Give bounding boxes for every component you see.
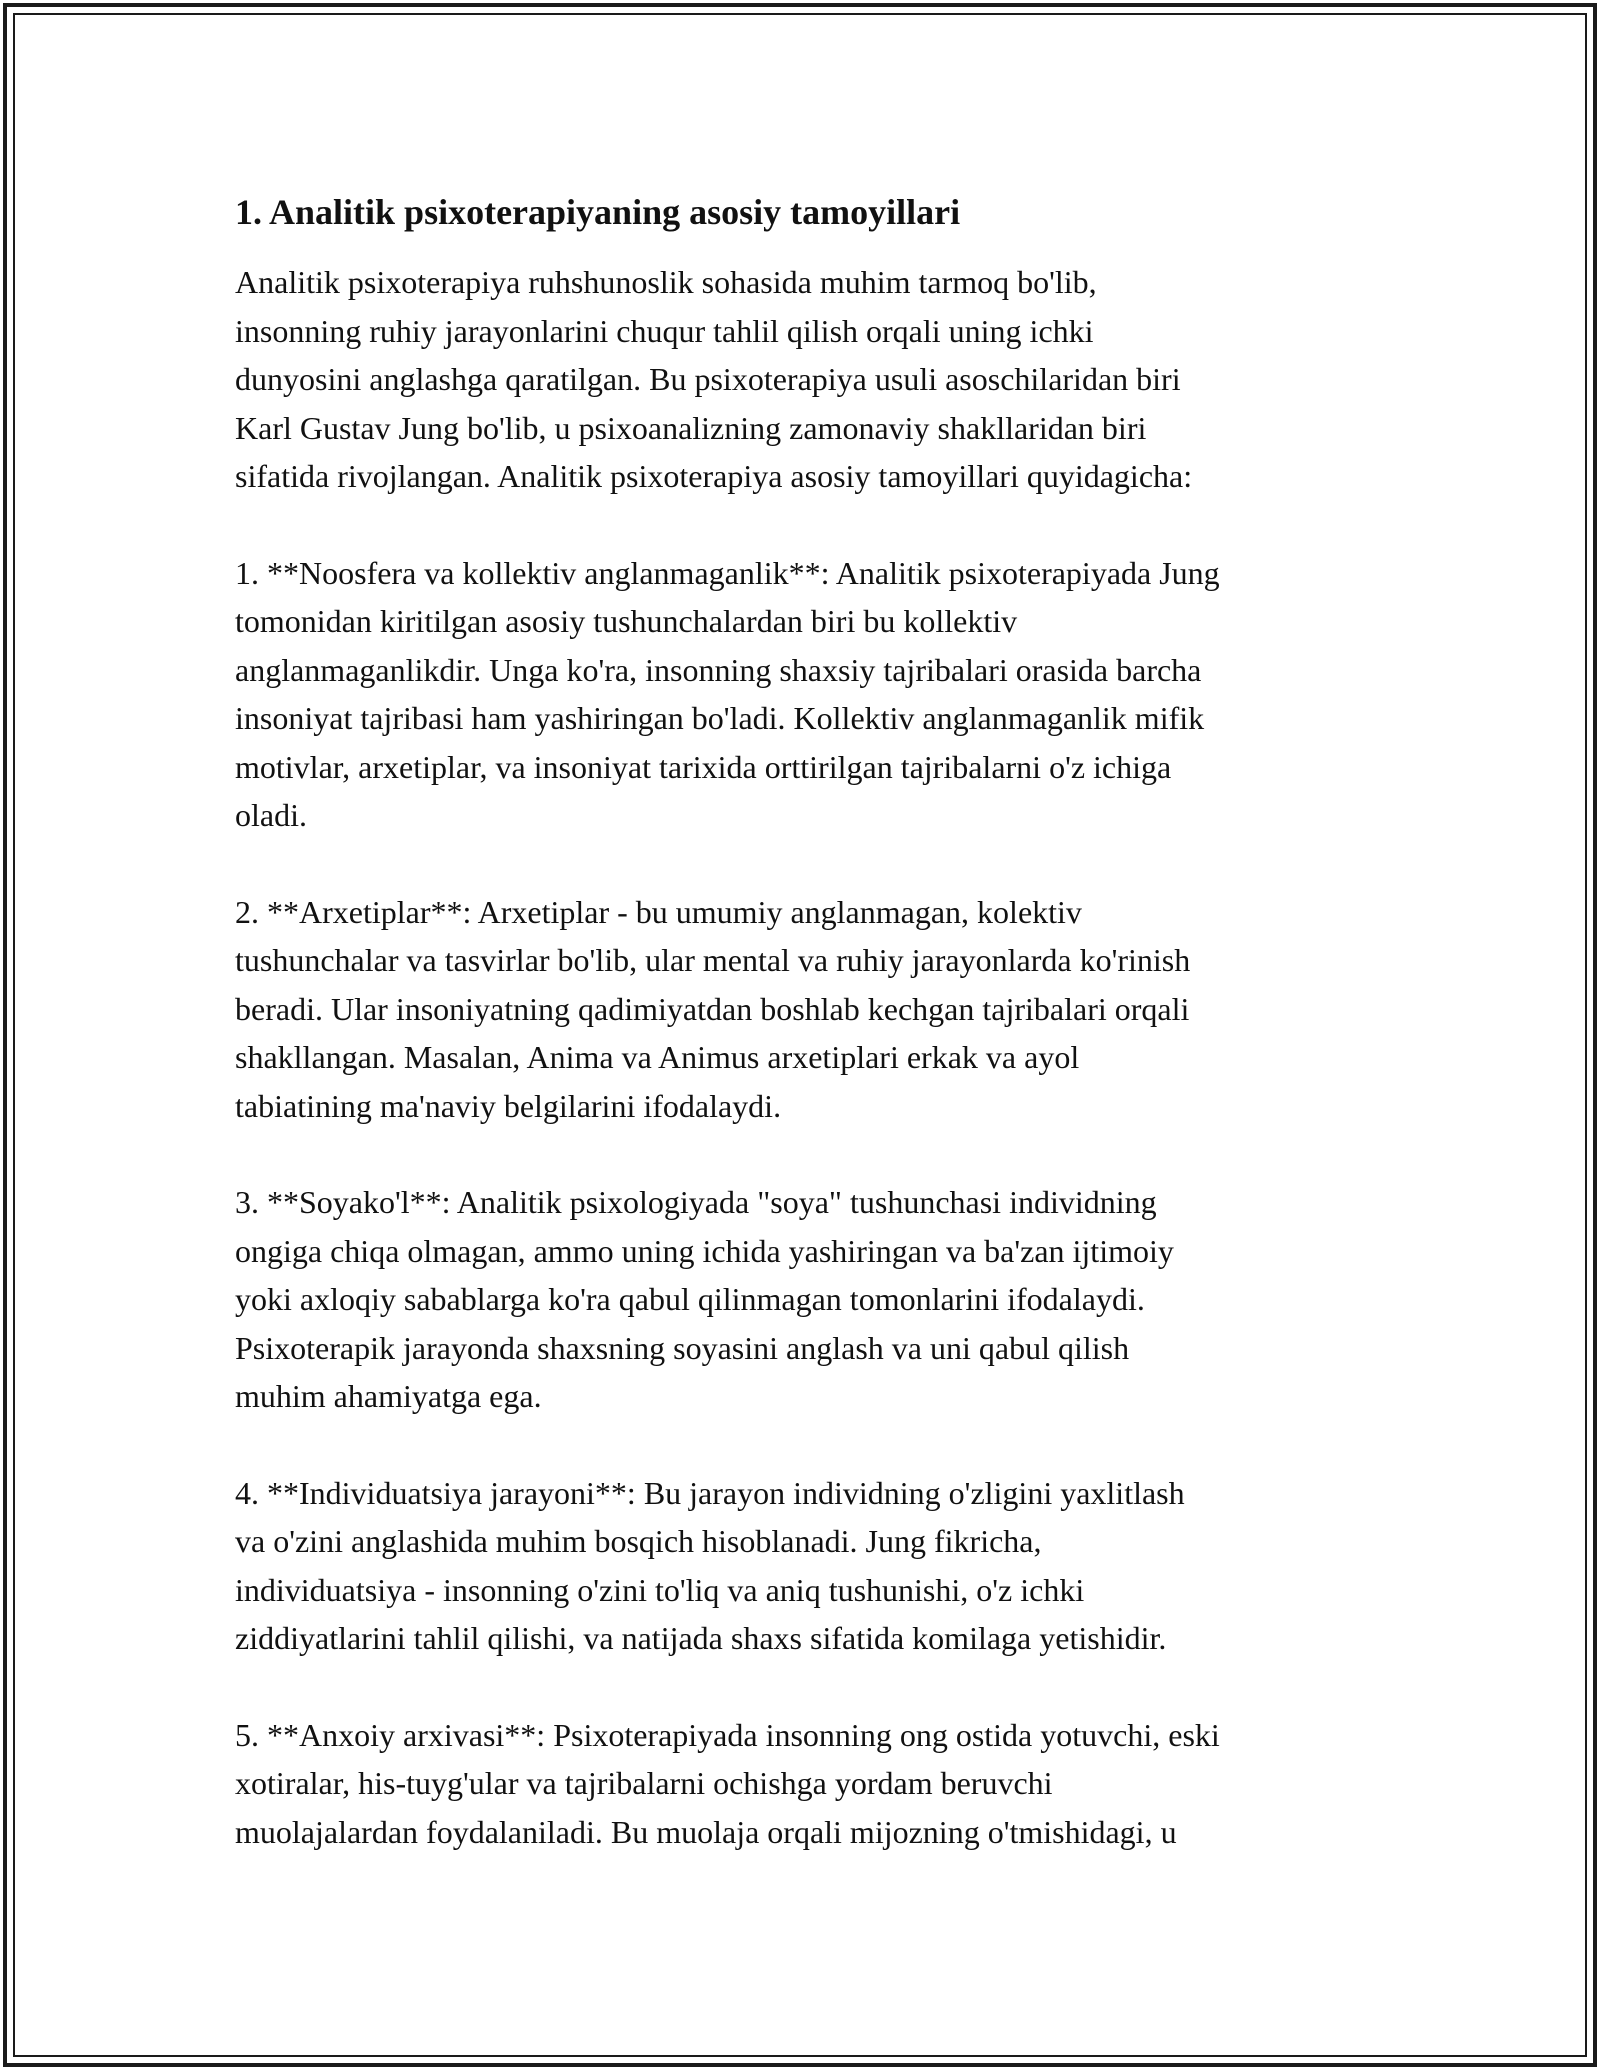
text-line: yoki axloqiy sabablarga ko'ra qabul qilinmagan tomonlarini ifodalaydi. bbox=[235, 1281, 1145, 1317]
section-heading: 1. Analitik psixoterapiyaning asosiy tamoyillari bbox=[235, 192, 961, 232]
intro-paragraph bbox=[235, 258, 1375, 501]
principle-paragraph bbox=[235, 1178, 1375, 1421]
text-line: 5. **Anxoiy arxivasi**: Psixoterapiyada insonning ong ostida yotuvchi, eski bbox=[235, 1716, 1220, 1753]
text-line: Karl Gustav Jung bo'lib, u psixoanalizning zamonaviy shakllaridan biri bbox=[235, 409, 1147, 446]
principle-paragraph bbox=[235, 888, 1375, 1131]
text-line: tomonidan kiritilgan asosiy tushunchalardan biri bu kollektiv bbox=[235, 603, 1018, 639]
paragraph-list bbox=[235, 258, 1375, 1856]
text-line: individuatsiya - insonning o'zini to'liq va aniq tushunishi, o'z ichki bbox=[235, 1571, 1085, 1608]
text-line: Analitik psixoterapiya ruhshunoslik sohasida muhim tarmoq bo'lib, bbox=[235, 264, 1097, 300]
text-line: Psixoterapik jarayonda shaxsning soyasini anglash va uni qabul qilish bbox=[235, 1329, 1130, 1366]
text-line: va o'zini anglashida muhim bosqich hisoblanadi. Jung fikricha, bbox=[235, 1523, 1042, 1559]
text-line: 1. **Noosfera va kollektiv anglanmaganlik**: Analitik psixoterapiyada Jung bbox=[235, 554, 1220, 591]
principle-paragraph bbox=[235, 549, 1375, 840]
text-line: tabiatining ma'naviy belgilarini ifodalaydi. bbox=[235, 1087, 782, 1124]
text-line: sifatida rivojlangan. Analitik psixoterapiya asosiy tamoyillari quyidagicha: bbox=[235, 458, 1193, 494]
text-line: beradi. Ular insoniyatning qadimiyatdan boshlab kechgan tajribalari orqali bbox=[235, 990, 1190, 1027]
text-line: oladi. bbox=[235, 797, 307, 833]
text-line: anglanmaganlikdir. Unga ko'ra, insonning shaxsiy tajribalari orasida barcha bbox=[235, 651, 1202, 688]
text-line: xotiralar, his-tuyg'ular va tajribalarni ochishga yordam beruvchi bbox=[235, 1765, 1053, 1801]
text-line: muhim ahamiyatga ega. bbox=[235, 1378, 542, 1414]
text-line: insoniyat tajribasi ham yashiringan bo'ladi. Kollektiv anglanmaganlik mifik bbox=[235, 700, 1205, 736]
text-line: insonning ruhiy jarayonlarini chuqur tahlil qilish orqali uning ichki bbox=[235, 312, 1094, 349]
text-line: ziddiyatlarini tahlil qilishi, va natijada shaxs sifatida komilaga yetishidir. bbox=[235, 1620, 1167, 1656]
text-line: motivlar, arxetiplar, va insoniyat tarixida orttirilgan tajribalarni o'z ichiga bbox=[235, 748, 1172, 785]
text-line: muolajalardan foydalaniladi. Bu muolaja orqali mijozning o'tmishidagi, u bbox=[235, 1813, 1177, 1850]
text-line: shakllangan. Masalan, Anima va Animus arxetiplari erkak va ayol bbox=[235, 1039, 1080, 1075]
document-body bbox=[235, 188, 1375, 1904]
text-line: 2. **Arxetiplar**: Arxetiplar - bu umumiy anglanmagan, kolektiv bbox=[235, 893, 1082, 930]
principle-paragraph bbox=[235, 1469, 1375, 1663]
text-line: tushunchalar va tasvirlar bo'lib, ular mental va ruhiy jarayonlarda ko'rinish bbox=[235, 942, 1191, 978]
principle-paragraph bbox=[235, 1711, 1375, 1857]
text-line: 3. **Soyako'l**: Analitik psixologiyada "soya" tushunchasi individning bbox=[235, 1184, 1157, 1220]
text-line: ongiga chiqa olmagan, ammo uning ichida yashiringan va ba'zan ijtimoiy bbox=[235, 1232, 1174, 1269]
text-line: 4. **Individuatsiya jarayoni**: Bu jarayon individning o'zligini yaxlitlash bbox=[235, 1474, 1185, 1511]
text-line: dunyosini anglashga qaratilgan. Bu psixoterapiya usuli asoschilaridan biri bbox=[235, 361, 1181, 397]
